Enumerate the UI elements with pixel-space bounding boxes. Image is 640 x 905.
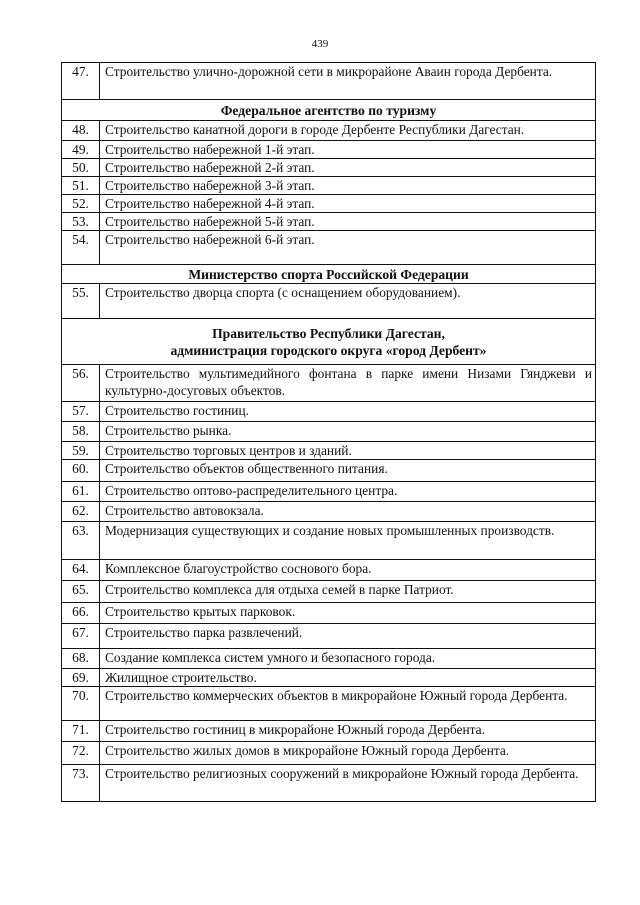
table-row — [62, 422, 596, 442]
item-number: 48. — [62, 121, 100, 141]
table-row — [62, 721, 596, 742]
item-number: 73. — [62, 765, 100, 802]
section-header — [62, 319, 596, 365]
table-row — [62, 581, 596, 603]
section-header — [62, 100, 596, 121]
section-header-row — [62, 100, 596, 121]
section-header-line: Правительство Республики Дагестан, — [212, 325, 445, 341]
item-number: 55. — [62, 284, 100, 319]
item-text: Строительство жилых домов в микрорайоне Южный города Дербента. — [100, 742, 596, 765]
item-text: Строительство набережной 4-й этап. — [100, 195, 596, 213]
table-row — [62, 669, 596, 687]
item-number: 58. — [62, 422, 100, 442]
item-text: Строительство крытых парковок. — [100, 603, 596, 624]
item-number: 71. — [62, 721, 100, 742]
table-row — [62, 522, 596, 560]
table-row — [62, 213, 596, 231]
item-text: Строительство набережной 3-й этап. — [100, 177, 596, 195]
item-text: Строительство набережной 5-й этап. — [100, 213, 596, 231]
table-row — [62, 560, 596, 581]
item-text: Строительство торговых центров и зданий. — [100, 442, 596, 460]
section-header-line: администрация городского округа «город Дербент» — [170, 342, 487, 358]
table-row — [62, 284, 596, 319]
item-number: 70. — [62, 687, 100, 721]
table-row — [62, 365, 596, 402]
table-row — [62, 402, 596, 422]
table-row — [62, 742, 596, 765]
item-text: Строительство улично-дорожной сети в микрорайоне Аваин города Дербента. — [100, 63, 596, 100]
item-number: 57. — [62, 402, 100, 422]
table-row — [62, 482, 596, 502]
item-number: 49. — [62, 141, 100, 159]
item-text: Создание комплекса систем умного и безопасного города. — [100, 649, 596, 669]
table-row — [62, 687, 596, 721]
item-text: Строительство рынка. — [100, 422, 596, 442]
item-number: 63. — [62, 522, 100, 560]
section-header-row — [62, 319, 596, 365]
table-row — [62, 765, 596, 802]
item-number: 65. — [62, 581, 100, 603]
item-text: Строительство гостиниц в микрорайоне Южный города Дербента. — [100, 721, 596, 742]
item-number: 56. — [62, 365, 100, 402]
item-text: Строительство гостиниц. — [100, 402, 596, 422]
item-number: 51. — [62, 177, 100, 195]
item-number: 53. — [62, 213, 100, 231]
project-list-table — [61, 62, 596, 802]
table-body — [62, 63, 596, 802]
item-number: 50. — [62, 159, 100, 177]
item-text: Строительство канатной дороги в городе Дербенте Республики Дагестан. — [100, 121, 596, 141]
table-row — [62, 177, 596, 195]
table-row — [62, 121, 596, 141]
item-text: Строительство комплекса для отдыха семей в парке Патриот. — [100, 581, 596, 603]
table-row — [62, 442, 596, 460]
item-number: 68. — [62, 649, 100, 669]
item-text: Строительство религиозных сооружений в микрорайоне Южный города Дербента. — [100, 765, 596, 802]
item-text: Строительство оптово-распределительного центра. — [100, 482, 596, 502]
item-number: 66. — [62, 603, 100, 624]
section-header-row — [62, 265, 596, 284]
table-row — [62, 231, 596, 265]
item-text: Строительство набережной 2-й этап. — [100, 159, 596, 177]
item-text: Строительство мультимедийного фонтана в парке имени Низами Гянджеви и культурно-досуговых объектов. — [100, 365, 596, 402]
item-number: 60. — [62, 460, 100, 482]
item-text: Модернизация существующих и создание новых промышленных производств. — [100, 522, 596, 560]
item-text: Строительство дворца спорта (с оснащением оборудованием). — [100, 284, 596, 319]
table-row — [62, 649, 596, 669]
item-text: Строительство автовокзала. — [100, 502, 596, 522]
item-text: Жилищное строительство. — [100, 669, 596, 687]
item-number: 54. — [62, 231, 100, 265]
page-number: 439 — [311, 38, 329, 50]
item-number: 59. — [62, 442, 100, 460]
table-row — [62, 63, 596, 100]
section-header-line: Федеральное агентство по туризму — [220, 102, 437, 118]
section-header — [62, 265, 596, 284]
item-text: Комплексное благоустройство соснового бора. — [100, 560, 596, 581]
item-number: 64. — [62, 560, 100, 581]
item-number: 61. — [62, 482, 100, 502]
item-number: 62. — [62, 502, 100, 522]
table-row — [62, 624, 596, 649]
item-number: 69. — [62, 669, 100, 687]
section-header-line: Министерство спорта Российской Федерации — [188, 266, 469, 282]
item-number: 72. — [62, 742, 100, 765]
item-number: 47. — [62, 63, 100, 100]
item-text: Строительство коммерческих объектов в микрорайоне Южный города Дербента. — [100, 687, 596, 721]
item-text: Строительство объектов общественного питания. — [100, 460, 596, 482]
item-number: 67. — [62, 624, 100, 649]
item-text: Строительство набережной 6-й этап. — [100, 231, 596, 265]
table-row — [62, 195, 596, 213]
table-row — [62, 502, 596, 522]
table-row — [62, 460, 596, 482]
table-row — [62, 141, 596, 159]
table-row — [62, 159, 596, 177]
table-row — [62, 603, 596, 624]
item-text: Строительство набережной 1-й этап. — [100, 141, 596, 159]
item-number: 52. — [62, 195, 100, 213]
item-text: Строительство парка развлечений. — [100, 624, 596, 649]
